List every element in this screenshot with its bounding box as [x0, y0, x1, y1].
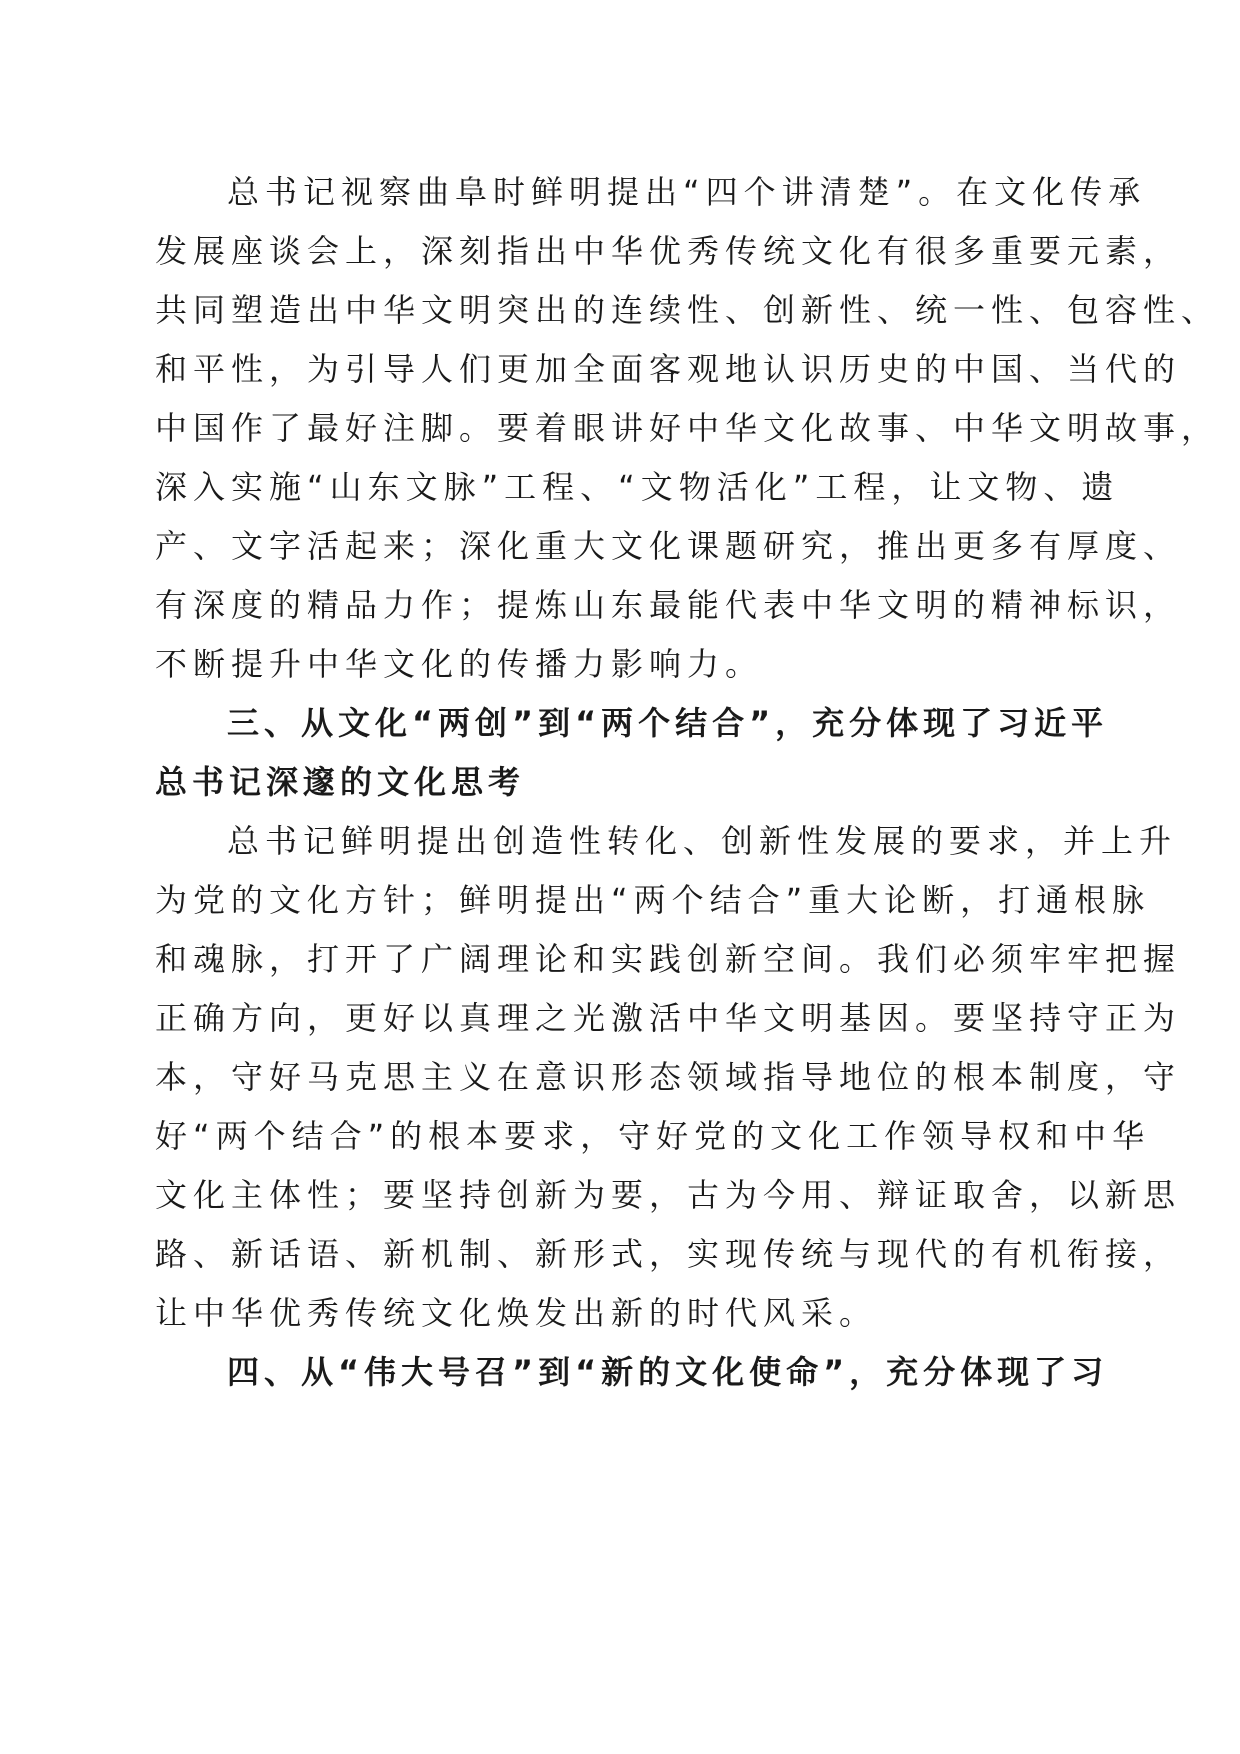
section-heading-line: 三、从文化“两创”到“两个结合”，充分体现了习近平 — [227, 704, 1109, 742]
paragraph-2-line: 为党的文化方针；鲜明提出“两个结合”重大论断，打通根脉 — [155, 881, 1151, 919]
section-heading-line: 总书记深邃的文化思考 — [155, 763, 526, 801]
paragraph-1-line: 深入实施“山东文脉”工程、“文物活化”工程，让文物、遗 — [155, 468, 1120, 506]
paragraph-2-line: 正确方向，更好以真理之光激活中华文明基因。要坚持守正为 — [155, 999, 1182, 1037]
paragraph-1-line: 总书记视察曲阜时鲜明提出“四个讲清楚”。在文化传承 — [227, 173, 1147, 211]
paragraph-2 — [155, 812, 1182, 1343]
paragraph-2-line: 总书记鲜明提出创造性转化、创新性发展的要求，并上升 — [227, 822, 1178, 860]
paragraph-1-line: 和平性，为引导人们更加全面客观地认识历史的中国、当代的 — [155, 350, 1182, 388]
paragraph-1-line: 产、文字活起来；深化重大文化课题研究，推出更多有厚度、 — [155, 527, 1182, 565]
paragraph-2-line: 好“两个结合”的根本要求，守好党的文化工作领导权和中华 — [155, 1117, 1151, 1155]
paragraph-2-line: 文化主体性；要坚持创新为要，古为今用、辩证取舍，以新思 — [155, 1176, 1182, 1214]
paragraph-2-line: 路、新话语、新机制、新形式，实现传统与现代的有机衔接， — [155, 1235, 1182, 1273]
paragraph-1-line: 中国作了最好注脚。要着眼讲好中华文化故事、中华文明故事， — [155, 409, 1220, 447]
paragraph-1-line: 不断提升中华文化的传播力影响力。 — [155, 645, 764, 683]
paragraph-1-line: 发展座谈会上，深刻指出中华优秀传统文化有很多重要元素， — [155, 232, 1182, 270]
section-heading-4 — [155, 1343, 1109, 1402]
paragraph-2-line: 让中华优秀传统文化焕发出新的时代风采。 — [155, 1294, 878, 1332]
paragraph-1-line: 有深度的精品力作；提炼山东最能代表中华文明的精神标识， — [155, 586, 1182, 624]
paragraph-2-line: 和魂脉，打开了广阔理论和实践创新空间。我们必须牢牢把握 — [155, 940, 1182, 978]
section-heading-line: 四、从“伟大号召”到“新的文化使命”，充分体现了习 — [227, 1353, 1109, 1391]
paragraph-1-line: 共同塑造出中华文明突出的连续性、创新性、统一性、包容性、 — [155, 291, 1220, 329]
paragraph-2-line: 本，守好马克思主义在意识形态领域指导地位的根本制度，守 — [155, 1058, 1182, 1096]
section-heading-3 — [155, 694, 1109, 812]
paragraph-1 — [155, 163, 1220, 694]
